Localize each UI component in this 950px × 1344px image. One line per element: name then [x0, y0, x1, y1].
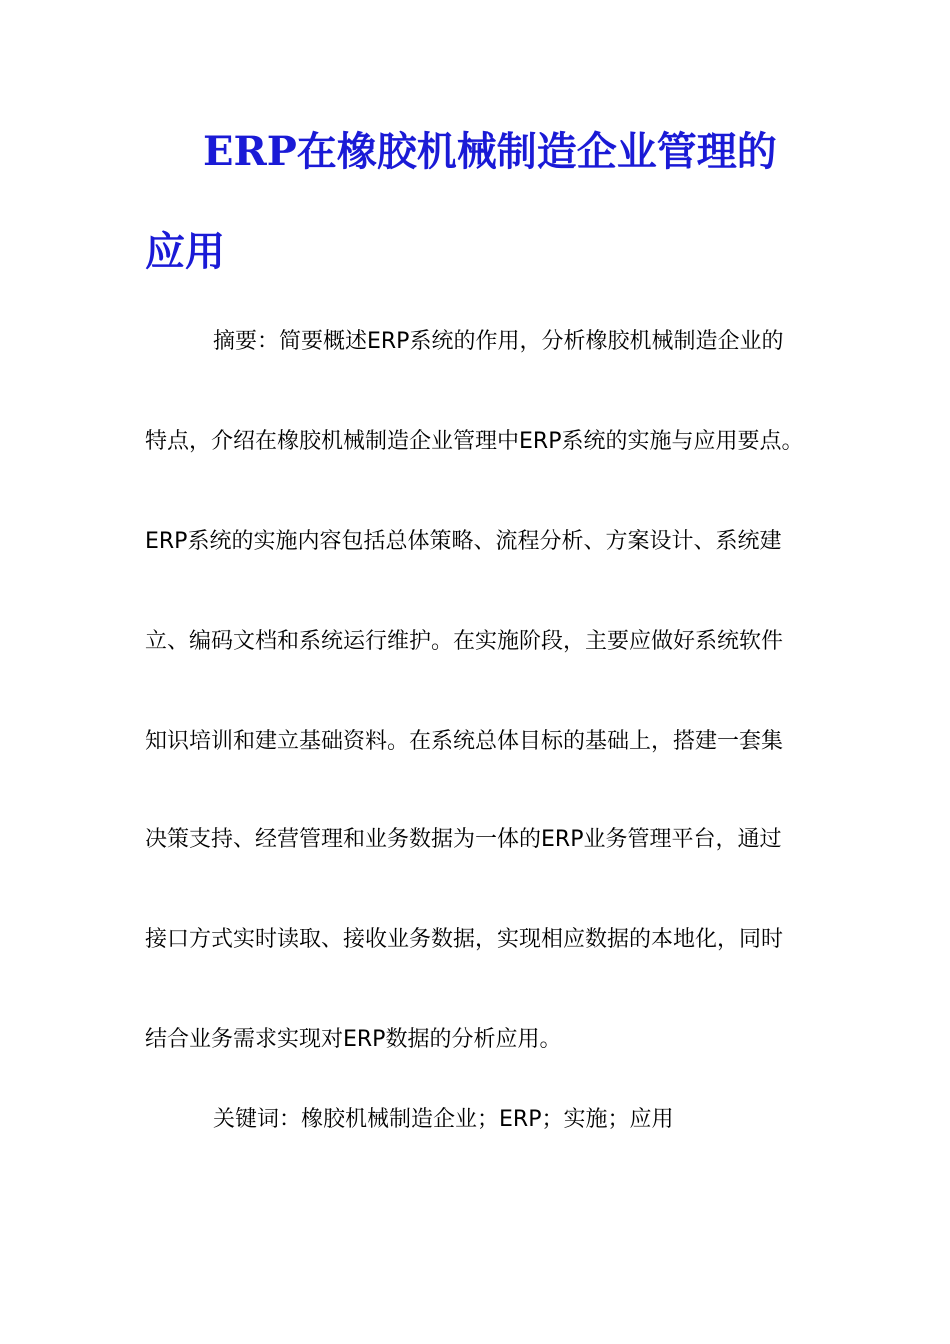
abstract-line-5: 知识培训和建立基础资料。在系统总体目标的基础上，搭建一套集: [145, 729, 784, 754]
abstract-line-8: 结合业务需求实现对ERP数据的分析应用。: [145, 1027, 562, 1052]
title-line-2: 应用: [145, 228, 225, 275]
abstract-line-1: 摘要：简要概述ERP系统的作用，分析橡胶机械制造企业的: [213, 329, 784, 354]
abstract-line-7: 接口方式实时读取、接收业务数据，实现相应数据的本地化，同时: [145, 927, 784, 952]
abstract-line-3: ERP系统的实施内容包括总体策略、流程分析、方案设计、系统建: [145, 529, 782, 554]
abstract-line-2: 特点，介绍在橡胶机械制造企业管理中ERP系统的实施与应用要点。: [145, 429, 804, 454]
title-line-1: ERP在橡胶机械制造企业管理的: [203, 128, 777, 175]
abstract-line-4: 立、编码文档和系统运行维护。在实施阶段，主要应做好系统软件: [145, 629, 784, 654]
keywords-line: 关键词：橡胶机械制造企业；ERP；实施；应用: [213, 1107, 674, 1132]
abstract-line-6: 决策支持、经营管理和业务数据为一体的ERP业务管理平台，通过: [145, 827, 782, 852]
